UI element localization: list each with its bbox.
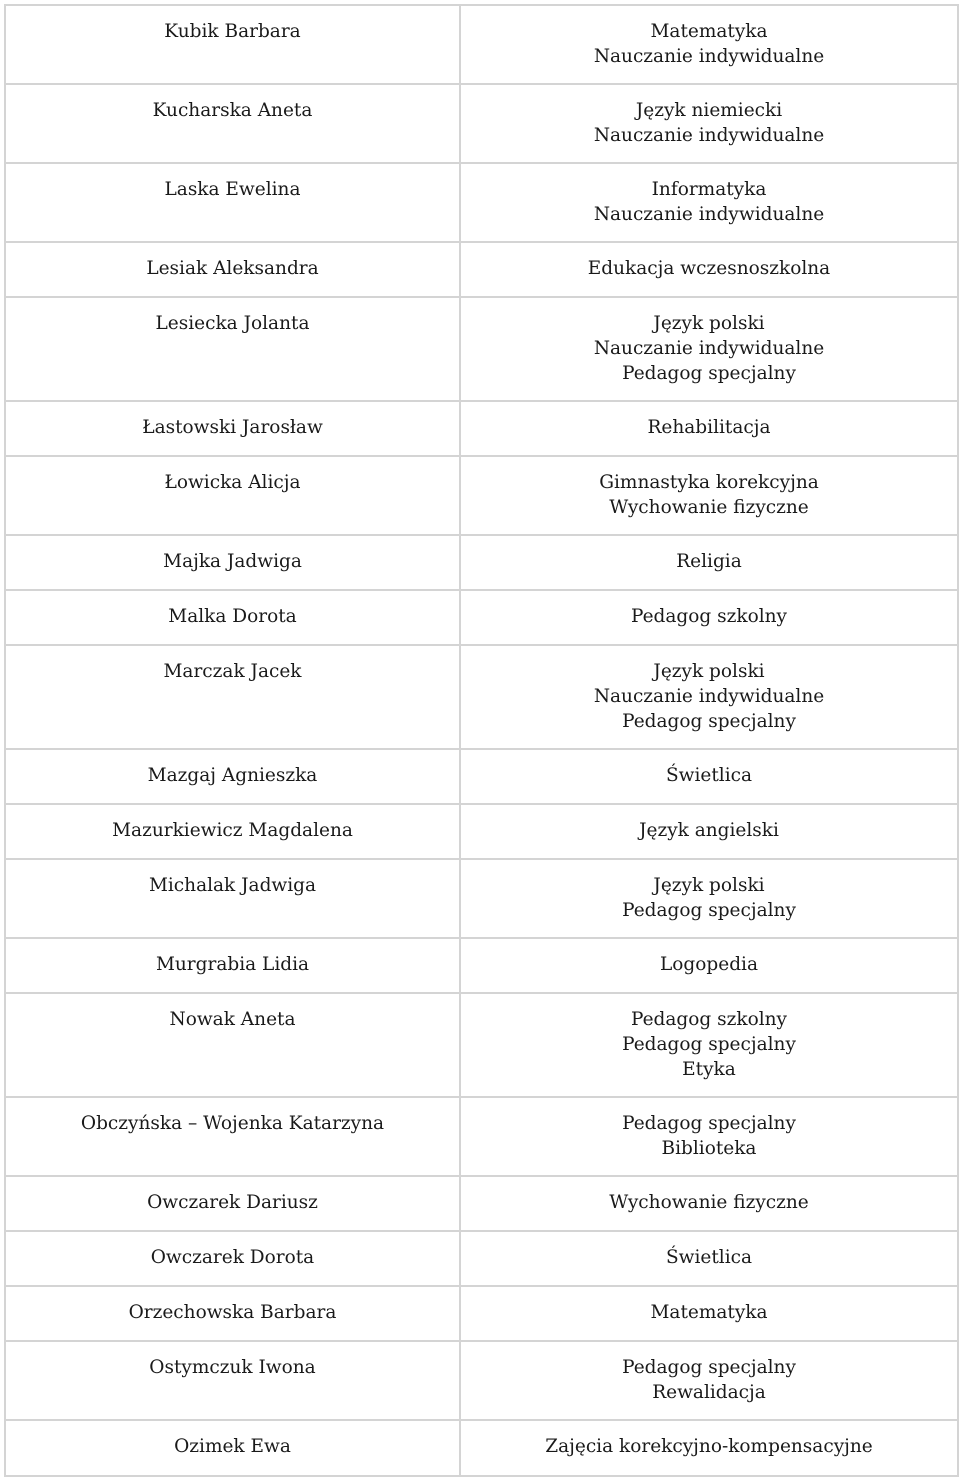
teacher-name-cell [5,1286,460,1341]
teacher-name: Majka Jadwiga [163,551,302,572]
subjects-cell [460,1176,958,1231]
subject-label: Nauczanie indywidualne [593,45,825,67]
subject-label: Rehabilitacja [647,417,771,438]
table-row [5,590,958,645]
teacher-name: Owczarek Dariusz [147,1192,318,1213]
table-row [5,163,958,242]
table-row [5,859,958,938]
teacher-name: Obczyńska – Wojenka Katarzyna [80,1113,385,1134]
table-row [5,401,958,456]
subject-label: Pedagog szkolny [630,606,787,627]
subject-label: Język polski [653,661,765,682]
subject-label: Wychowanie fizyczne [609,1192,809,1213]
subject-label: Nauczanie indywidualne [593,203,825,225]
subjects-cell [460,859,958,938]
subjects-cell [460,5,958,84]
teacher-name: Owczarek Dorota [150,1247,315,1268]
teacher-name: Orzechowska Barbara [128,1302,337,1323]
teacher-name: Mazgaj Agnieszka [147,765,318,786]
teacher-name: Laska Ewelina [164,179,301,200]
subject-label: Informatyka [651,179,767,200]
subject-label: Religia [676,551,742,572]
teacher-name-cell [5,297,460,401]
subjects-cell [460,242,958,297]
teacher-name-cell [5,535,460,590]
subject-label: Świetlica [665,765,753,786]
table-row [5,804,958,859]
teacher-name-cell [5,938,460,993]
teacher-name-cell [5,590,460,645]
subject-label: Świetlica [665,1247,753,1268]
subject-label: Etyka [682,1058,736,1080]
teacher-name-cell [5,1231,460,1286]
subject-label: Język angielski [639,820,779,841]
teacher-name-cell [5,242,460,297]
subject-label: Biblioteka [661,1137,757,1159]
subjects-cell [460,645,958,749]
table-row [5,1097,958,1176]
subjects-cell [460,1420,958,1476]
table-row [5,1176,958,1231]
subject-label: Pedagog specjalny [622,362,796,384]
teacher-name: Mazurkiewicz Magdalena [112,820,353,841]
table-row [5,645,958,749]
subjects-cell [460,590,958,645]
subject-label: Język polski [653,313,765,334]
teacher-name: Lesiecka Jolanta [155,313,310,334]
subjects-cell [460,938,958,993]
subject-label: Pedagog specjalny [622,899,796,921]
subjects-cell [460,84,958,163]
table-row [5,1231,958,1286]
teacher-name: Ostymczuk Iwona [149,1357,316,1378]
teacher-name: Łastowski Jarosław [142,417,323,438]
subject-label: Nauczanie indywidualne [593,685,825,707]
teacher-name-cell [5,5,460,84]
table-row [5,938,958,993]
table-row [5,1286,958,1341]
subject-label: Nauczanie indywidualne [593,337,825,359]
teacher-name: Kucharska Aneta [152,100,313,121]
table-row [5,297,958,401]
teacher-name-cell [5,84,460,163]
teacher-name-cell [5,645,460,749]
subject-label: Logopedia [660,954,758,975]
teacher-name-cell [5,859,460,938]
teacher-name-cell [5,749,460,804]
subjects-cell [460,1097,958,1176]
subject-label: Matematyka [650,1302,768,1323]
teacher-name-cell [5,1097,460,1176]
subjects-cell [460,749,958,804]
teacher-name-cell [5,1341,460,1420]
table-row [5,5,958,84]
subject-label: Język niemiecki [635,100,783,121]
teacher-name-cell [5,993,460,1097]
subject-label: Język polski [653,875,765,896]
subjects-cell [460,535,958,590]
teacher-name: Łowicka Alicja [164,472,301,493]
subject-label: Wychowanie fizyczne [609,496,809,518]
teacher-name-cell [5,804,460,859]
table-body [5,5,958,1476]
subject-label: Rewalidacja [652,1381,766,1403]
table-row [5,242,958,297]
teacher-name: Michalak Jadwiga [148,875,317,896]
teacher-name: Kubik Barbara [164,21,301,42]
subjects-cell [460,1231,958,1286]
subjects-cell [460,993,958,1097]
subjects-cell [460,804,958,859]
teacher-name: Marczak Jacek [163,661,302,682]
table-row [5,749,958,804]
teacher-name: Ozimek Ewa [174,1436,291,1457]
subject-label: Nauczanie indywidualne [593,124,825,146]
subjects-cell [460,297,958,401]
table-row [5,1341,958,1420]
table-row [5,456,958,535]
table-row [5,1420,958,1476]
teacher-name-cell [5,456,460,535]
subject-label: Gimnastyka korekcyjna [599,472,819,493]
subjects-cell [460,163,958,242]
subjects-cell [460,456,958,535]
teacher-name-cell [5,1420,460,1476]
subject-label: Pedagog szkolny [630,1009,787,1030]
teacher-name-cell [5,401,460,456]
subject-label: Pedagog specjalny [622,1357,796,1378]
teacher-name-cell [5,1176,460,1231]
subject-label: Zajęcia korekcyjno-kompensacyjne [545,1436,873,1457]
table-row [5,993,958,1097]
teacher-name: Malka Dorota [168,606,297,627]
teacher-name: Lesiak Aleksandra [146,258,319,279]
table-row [5,84,958,163]
subjects-cell [460,1341,958,1420]
subject-label: Edukacja wczesnoszkolna [587,258,831,279]
subjects-cell [460,401,958,456]
teacher-name-cell [5,163,460,242]
subject-label: Pedagog specjalny [622,1113,796,1134]
subject-label: Pedagog specjalny [622,1033,796,1055]
teacher-name: Murgrabia Lidia [155,954,310,975]
teacher-subject-table [4,4,959,1477]
table-row [5,535,958,590]
subject-label: Matematyka [650,21,768,42]
subjects-cell [460,1286,958,1341]
subject-label: Pedagog specjalny [622,710,796,732]
teacher-name: Nowak Aneta [169,1009,296,1030]
